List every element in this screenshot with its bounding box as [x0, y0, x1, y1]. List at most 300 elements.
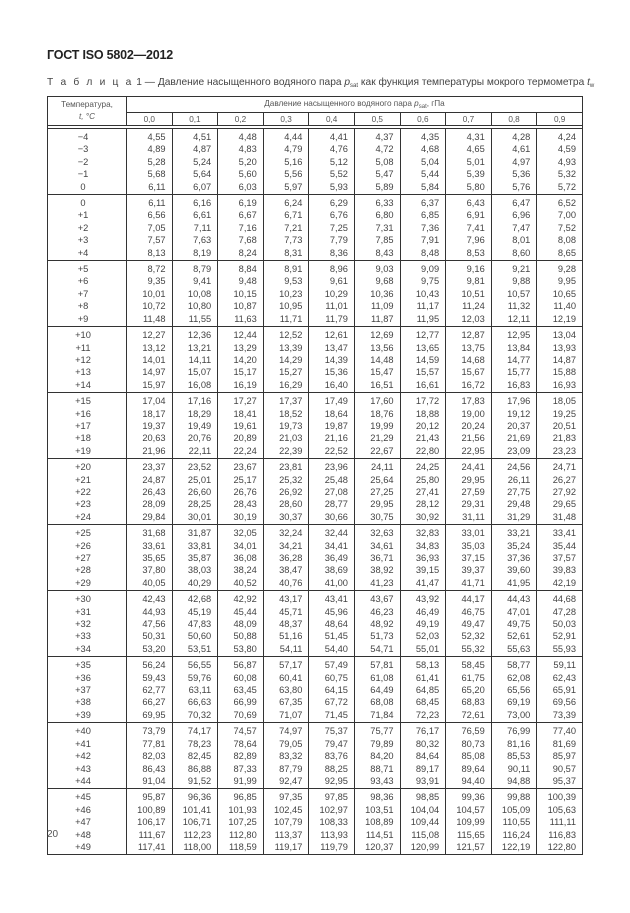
pressure-cell: 84,20 [354, 750, 400, 762]
pressure-cell: 7,57 [127, 234, 173, 246]
table-row [48, 577, 583, 591]
pressure-cell: 32,44 [309, 525, 355, 540]
row-group [48, 129, 583, 195]
pressure-cell: 9,28 [537, 261, 583, 276]
table-row [48, 804, 583, 816]
pressure-cell: 19,00 [446, 408, 492, 420]
pressure-cell: 4,65 [446, 143, 492, 155]
table-row [48, 459, 583, 474]
pressure-cell: 5,39 [446, 168, 492, 180]
caption-symbol2-sub: w [589, 83, 595, 89]
pressure-cell: 88,71 [354, 763, 400, 775]
pressure-cell: 21,56 [446, 432, 492, 444]
pressure-cell: 64,85 [400, 684, 446, 696]
pressure-cell: 62,43 [537, 672, 583, 684]
table-row [48, 342, 583, 354]
pressure-cell: 92,47 [263, 775, 309, 789]
pressure-cell: 56,55 [172, 657, 218, 672]
pressure-cell: 16,93 [537, 379, 583, 393]
pressure-cell: 4,72 [354, 143, 400, 155]
pressure-cell: 9,03 [354, 261, 400, 276]
pressure-cell: 121,57 [446, 841, 492, 855]
pressure-cell: 16,83 [491, 379, 537, 393]
pressure-cell: 5,93 [309, 181, 355, 195]
pressure-cell: 13,21 [172, 342, 218, 354]
pressure-cell: 28,77 [309, 498, 355, 510]
pressure-cell: 6,07 [172, 181, 218, 195]
pressure-cell: 4,37 [354, 129, 400, 144]
pressure-cell: 14,59 [400, 354, 446, 366]
pressure-cell: 16,61 [400, 379, 446, 393]
pressure-cell: 6,19 [218, 195, 264, 210]
pressure-cell: 51,73 [354, 630, 400, 642]
decimal-column-header: 0,7 [446, 113, 492, 126]
pressure-cell: 50,60 [172, 630, 218, 642]
pressure-cell: 42,43 [127, 591, 173, 606]
pressure-cell: 19,49 [172, 420, 218, 432]
pressure-cell: 43,92 [400, 591, 446, 606]
document-header: ГОСТ ISO 5802—2012 [47, 48, 173, 62]
pressure-cell: 26,92 [263, 486, 309, 498]
pressure-cell: 54,40 [309, 643, 355, 657]
pressure-cell: 80,73 [446, 738, 492, 750]
pressure-cell: 34,83 [400, 540, 446, 552]
pressure-cell: 4,35 [400, 129, 446, 144]
temperature-cell: +19 [44, 445, 123, 459]
pressure-cell: 34,21 [263, 540, 309, 552]
pressure-cell: 67,72 [309, 696, 355, 708]
pressure-cell: 21,96 [127, 445, 173, 459]
pressure-cell: 88,25 [309, 763, 355, 775]
pressure-cell: 92,95 [309, 775, 355, 789]
table-row [48, 327, 583, 342]
pressure-cell: 7,68 [218, 234, 264, 246]
temperature-cell: +24 [44, 511, 123, 525]
pressure-cell: 6,56 [127, 209, 173, 221]
table-row [48, 829, 583, 841]
pressure-cell: 16,19 [218, 379, 264, 393]
pressure-cell: 85,08 [446, 750, 492, 762]
pressure-cell: 69,95 [127, 709, 173, 723]
pressure-cell: 69,19 [491, 696, 537, 708]
pressure-cell: 10,08 [172, 288, 218, 300]
pressure-cell: 22,95 [446, 445, 492, 459]
pressure-cell: 12,36 [172, 327, 218, 342]
pressure-cell: 14,48 [354, 354, 400, 366]
temperature-cell: +31 [44, 606, 123, 618]
pressure-cell: 10,57 [491, 288, 537, 300]
pressure-cell: 12,87 [446, 327, 492, 342]
pressure-cell: 30,37 [263, 511, 309, 525]
pressure-cell: 53,20 [127, 643, 173, 657]
pressure-cell: 87,33 [218, 763, 264, 775]
pressure-cell: 24,11 [354, 459, 400, 474]
pressure-cell: 4,59 [537, 143, 583, 155]
pressure-cell: 40,29 [172, 577, 218, 591]
pressure-cell: 27,75 [491, 486, 537, 498]
pressure-cell: 24,87 [127, 474, 173, 486]
pressure-cell: 13,75 [446, 342, 492, 354]
pressure-cell: 89,17 [400, 763, 446, 775]
pressure-cell: 20,12 [400, 420, 446, 432]
pressure-cell: 48,37 [263, 618, 309, 630]
pressure-cell: 29,84 [127, 511, 173, 525]
pressure-cell: 35,03 [446, 540, 492, 552]
temperature-cell: +12 [44, 354, 123, 366]
pressure-cell: 11,55 [172, 313, 218, 327]
pressure-cell: 31,87 [172, 525, 218, 540]
pressure-cell: 119,79 [309, 841, 355, 855]
pressure-cell: 48,92 [354, 618, 400, 630]
table-row [48, 354, 583, 366]
decimal-column-header: 0,4 [309, 113, 355, 126]
pressure-cell: 10,29 [309, 288, 355, 300]
pressure-cell: 21,69 [491, 432, 537, 444]
pressure-cell: 58,13 [400, 657, 446, 672]
pressure-cell: 11,09 [354, 300, 400, 312]
temperature-cell: +23 [44, 498, 123, 510]
pressure-cell: 25,32 [263, 474, 309, 486]
pressure-cell: 52,61 [491, 630, 537, 642]
table-row [48, 222, 583, 234]
pressure-cell: 53,51 [172, 643, 218, 657]
pressure-cell: 4,44 [263, 129, 309, 144]
temperature-cell: +2 [44, 222, 123, 234]
table-row [48, 606, 583, 618]
pressure-cell: 113,93 [309, 829, 355, 841]
pressure-header-unit: , гПа [426, 99, 445, 108]
pressure-cell: 10,23 [263, 288, 309, 300]
pressure-cell: 9,16 [446, 261, 492, 276]
pressure-cell: 78,23 [172, 738, 218, 750]
temperature-cell: +3 [44, 234, 123, 246]
pressure-cell: 95,87 [127, 789, 173, 804]
table-row [48, 234, 583, 246]
table-row [48, 313, 583, 327]
pressure-cell: 99,36 [446, 789, 492, 804]
temperature-cell: +21 [44, 474, 123, 486]
pressure-cell: 39,37 [446, 564, 492, 576]
pressure-cell: 70,69 [218, 709, 264, 723]
pressure-cell: 49,47 [446, 618, 492, 630]
pressure-cell: 8,08 [537, 234, 583, 246]
temperature-cell: +45 [44, 789, 123, 804]
pressure-cell: 15,77 [491, 366, 537, 378]
pressure-cell: 11,01 [309, 300, 355, 312]
pressure-cell: 4,93 [537, 156, 583, 168]
temperature-cell: +38 [44, 696, 123, 708]
pressure-cell: 98,85 [400, 789, 446, 804]
pressure-cell: 15,17 [218, 366, 264, 378]
pressure-cell: 52,91 [537, 630, 583, 642]
pressure-cell: 57,49 [309, 657, 355, 672]
pressure-cell: 85,53 [491, 750, 537, 762]
pressure-cell: 4,31 [446, 129, 492, 144]
pressure-cell: 45,71 [263, 606, 309, 618]
temperature-cell: +16 [44, 408, 123, 420]
pressure-cell: 80,32 [400, 738, 446, 750]
pressure-cell: 30,92 [400, 511, 446, 525]
pressure-cell: 27,92 [537, 486, 583, 498]
pressure-cell: 40,05 [127, 577, 173, 591]
pressure-cell: 13,29 [218, 342, 264, 354]
temperature-cell: +25 [44, 525, 123, 540]
pressure-cell: 10,80 [172, 300, 218, 312]
temperature-cell: +9 [44, 313, 123, 327]
temperature-cell: +5 [44, 261, 123, 276]
pressure-cell: 8,53 [446, 247, 492, 261]
pressure-cell: 41,47 [400, 577, 446, 591]
pressure-cell: 6,76 [309, 209, 355, 221]
pressure-cell: 14,77 [491, 354, 537, 366]
pressure-cell: 7,85 [354, 234, 400, 246]
pressure-cell: 6,03 [218, 181, 264, 195]
pressure-cell: 82,45 [172, 750, 218, 762]
pressure-cell: 5,89 [354, 181, 400, 195]
pressure-cell: 65,91 [537, 684, 583, 696]
pressure-cell: 30,19 [218, 511, 264, 525]
pressure-cell: 11,48 [127, 313, 173, 327]
pressure-cell: 76,99 [491, 723, 537, 738]
pressure-cell: 36,28 [263, 552, 309, 564]
pressure-cell: 26,11 [491, 474, 537, 486]
pressure-cell: 19,73 [263, 420, 309, 432]
pressure-cell: 11,87 [354, 313, 400, 327]
pressure-cell: 74,97 [263, 723, 309, 738]
pressure-cell: 27,25 [354, 486, 400, 498]
pressure-cell: 77,81 [127, 738, 173, 750]
pressure-cell: 13,39 [263, 342, 309, 354]
temperature-cell: +11 [44, 342, 123, 354]
pressure-cell: 91,52 [172, 775, 218, 789]
pressure-cell: 104,57 [446, 804, 492, 816]
pressure-cell: 5,76 [491, 181, 537, 195]
pressure-cell: 21,16 [309, 432, 355, 444]
pressure-cell: 107,25 [218, 816, 264, 828]
caption-text2: как функция температуры мокрого термометра [358, 77, 588, 88]
pressure-cell: 105,63 [537, 804, 583, 816]
table-row [48, 684, 583, 696]
decimal-column-header: 0,6 [400, 113, 446, 126]
pressure-cell: 34,61 [354, 540, 400, 552]
pressure-cell: 38,03 [172, 564, 218, 576]
pressure-cell: 39,60 [491, 564, 537, 576]
pressure-cell: 7,00 [537, 209, 583, 221]
pressure-cell: 32,24 [263, 525, 309, 540]
pressure-cell: 42,68 [172, 591, 218, 606]
pressure-cell: 30,66 [309, 511, 355, 525]
pressure-cell: 119,17 [263, 841, 309, 855]
temperature-cell: +13 [44, 366, 123, 378]
pressure-cell: 24,56 [491, 459, 537, 474]
pressure-cell: 31,29 [491, 511, 537, 525]
pressure-cell: 16,29 [263, 379, 309, 393]
pressure-cell: 8,36 [309, 247, 355, 261]
pressure-cell: 9,53 [263, 275, 309, 287]
pressure-cell: 44,93 [127, 606, 173, 618]
pressure-cell: 4,28 [491, 129, 537, 144]
pressure-cell: 51,45 [309, 630, 355, 642]
table-row [48, 195, 583, 210]
pressure-cell: 27,41 [400, 486, 446, 498]
pressure-cell: 33,41 [537, 525, 583, 540]
temperature-cell: −1 [44, 168, 123, 180]
table-row [48, 672, 583, 684]
pressure-cell: 31,68 [127, 525, 173, 540]
pressure-cell: 97,35 [263, 789, 309, 804]
pressure-cell: 102,97 [309, 804, 355, 816]
temperature-cell: +18 [44, 432, 123, 444]
pressure-cell: 68,45 [400, 696, 446, 708]
pressure-cell: 45,96 [309, 606, 355, 618]
table-row [48, 432, 583, 444]
pressure-cell: 118,00 [172, 841, 218, 855]
pressure-cell: 6,47 [491, 195, 537, 210]
pressure-cell: 5,04 [400, 156, 446, 168]
pressure-cell: 8,31 [263, 247, 309, 261]
pressure-cell: 8,96 [309, 261, 355, 276]
pressure-cell: 6,29 [309, 195, 355, 210]
pressure-cell: 18,29 [172, 408, 218, 420]
temperature-cell: +6 [44, 275, 123, 287]
pressure-cell: 37,57 [537, 552, 583, 564]
pressure-cell: 110,55 [491, 816, 537, 828]
table-row [48, 775, 583, 789]
row-group [48, 261, 583, 327]
pressure-cell: 10,72 [127, 300, 173, 312]
pressure-cell: 22,67 [354, 445, 400, 459]
pressure-cell: 29,95 [354, 498, 400, 510]
pressure-cell: 106,17 [127, 816, 173, 828]
temperature-cell: +48 [44, 829, 123, 841]
pressure-cell: 12,61 [309, 327, 355, 342]
pressure-cell: 4,89 [127, 143, 173, 155]
pressure-cell: 38,92 [354, 564, 400, 576]
pressure-cell: 23,96 [309, 459, 355, 474]
pressure-cell: 5,68 [127, 168, 173, 180]
table-row [48, 841, 583, 855]
pressure-cell: 66,99 [218, 696, 264, 708]
temperature-cell: +7 [44, 288, 123, 300]
pressure-cell: 7,21 [263, 222, 309, 234]
pressure-cell: 26,43 [127, 486, 173, 498]
table-row [48, 156, 583, 168]
row-group [48, 525, 583, 591]
pressure-cell: 83,32 [263, 750, 309, 762]
temperature-cell: +30 [44, 591, 123, 606]
pressure-cell: 26,76 [218, 486, 264, 498]
table-row [48, 750, 583, 762]
pressure-cell: 81,69 [537, 738, 583, 750]
decimal-subheader-row [48, 113, 583, 126]
pressure-cell: 41,00 [309, 577, 355, 591]
pressure-cell: 64,15 [309, 684, 355, 696]
pressure-cell: 76,17 [400, 723, 446, 738]
row-group [48, 591, 583, 657]
pressure-cell: 37,15 [446, 552, 492, 564]
pressure-cell: 18,76 [354, 408, 400, 420]
pressure-cell: 6,67 [218, 209, 264, 221]
pressure-cell: 90,11 [491, 763, 537, 775]
pressure-cell: 41,71 [446, 577, 492, 591]
pressure-cell: 109,44 [400, 816, 446, 828]
row-group [48, 789, 583, 855]
table-row [48, 181, 583, 195]
pressure-cell: 9,35 [127, 275, 173, 287]
temperature-cell: +17 [44, 420, 123, 432]
table-row [48, 723, 583, 738]
pressure-cell: 10,51 [446, 288, 492, 300]
pressure-cell: 71,45 [309, 709, 355, 723]
pressure-cell: 81,16 [491, 738, 537, 750]
pressure-cell: 120,37 [354, 841, 400, 855]
pressure-cell: 38,24 [218, 564, 264, 576]
pressure-cell: 114,51 [354, 829, 400, 841]
table-row [48, 288, 583, 300]
temperature-cell: +41 [44, 738, 123, 750]
pressure-cell: 24,25 [400, 459, 446, 474]
table-row [48, 540, 583, 552]
pressure-cell: 41,95 [491, 577, 537, 591]
pressure-cell: 72,23 [400, 709, 446, 723]
row-group [48, 723, 583, 789]
pressure-cell: 75,77 [354, 723, 400, 738]
pressure-cell: 34,01 [218, 540, 264, 552]
pressure-cell: 12,27 [127, 327, 173, 342]
pressure-cell: 22,39 [263, 445, 309, 459]
pressure-cell: 12,19 [537, 313, 583, 327]
temperature-cell: +47 [44, 816, 123, 828]
pressure-cell: 7,63 [172, 234, 218, 246]
pressure-cell: 8,43 [354, 247, 400, 261]
pressure-cell: 52,03 [400, 630, 446, 642]
table-row [48, 420, 583, 432]
table-row [48, 816, 583, 828]
temperature-cell: +15 [44, 393, 123, 408]
pressure-cell: 5,47 [354, 168, 400, 180]
pressure-cell: 5,44 [400, 168, 446, 180]
pressure-cell: 112,23 [172, 829, 218, 841]
temperature-cell: +32 [44, 618, 123, 630]
pressure-cell: 6,43 [446, 195, 492, 210]
table-row [48, 393, 583, 408]
pressure-cell: 68,08 [354, 696, 400, 708]
pressure-cell: 8,48 [400, 247, 446, 261]
pressure-cell: 28,09 [127, 498, 173, 510]
pressure-cell: 35,87 [172, 552, 218, 564]
pressure-cell: 111,11 [537, 816, 583, 828]
table-row [48, 789, 583, 804]
temperature-cell: +44 [44, 775, 123, 789]
pressure-cell: 109,99 [446, 816, 492, 828]
table-row [48, 168, 583, 180]
table-row [48, 618, 583, 630]
pressure-cell: 43,67 [354, 591, 400, 606]
pressure-cell: 5,80 [446, 181, 492, 195]
pressure-cell: 79,05 [263, 738, 309, 750]
pressure-cell: 14,87 [537, 354, 583, 366]
pressure-cell: 59,76 [172, 672, 218, 684]
pressure-cell: 46,75 [446, 606, 492, 618]
pressure-cell: 4,51 [172, 129, 218, 144]
pressure-cell: 21,29 [354, 432, 400, 444]
pressure-cell: 8,24 [218, 247, 264, 261]
pressure-cell: 117,41 [127, 841, 173, 855]
pressure-cell: 20,24 [446, 420, 492, 432]
pressure-cell: 107,79 [263, 816, 309, 828]
pressure-cell: 86,88 [172, 763, 218, 775]
pressure-cell: 62,08 [491, 672, 537, 684]
